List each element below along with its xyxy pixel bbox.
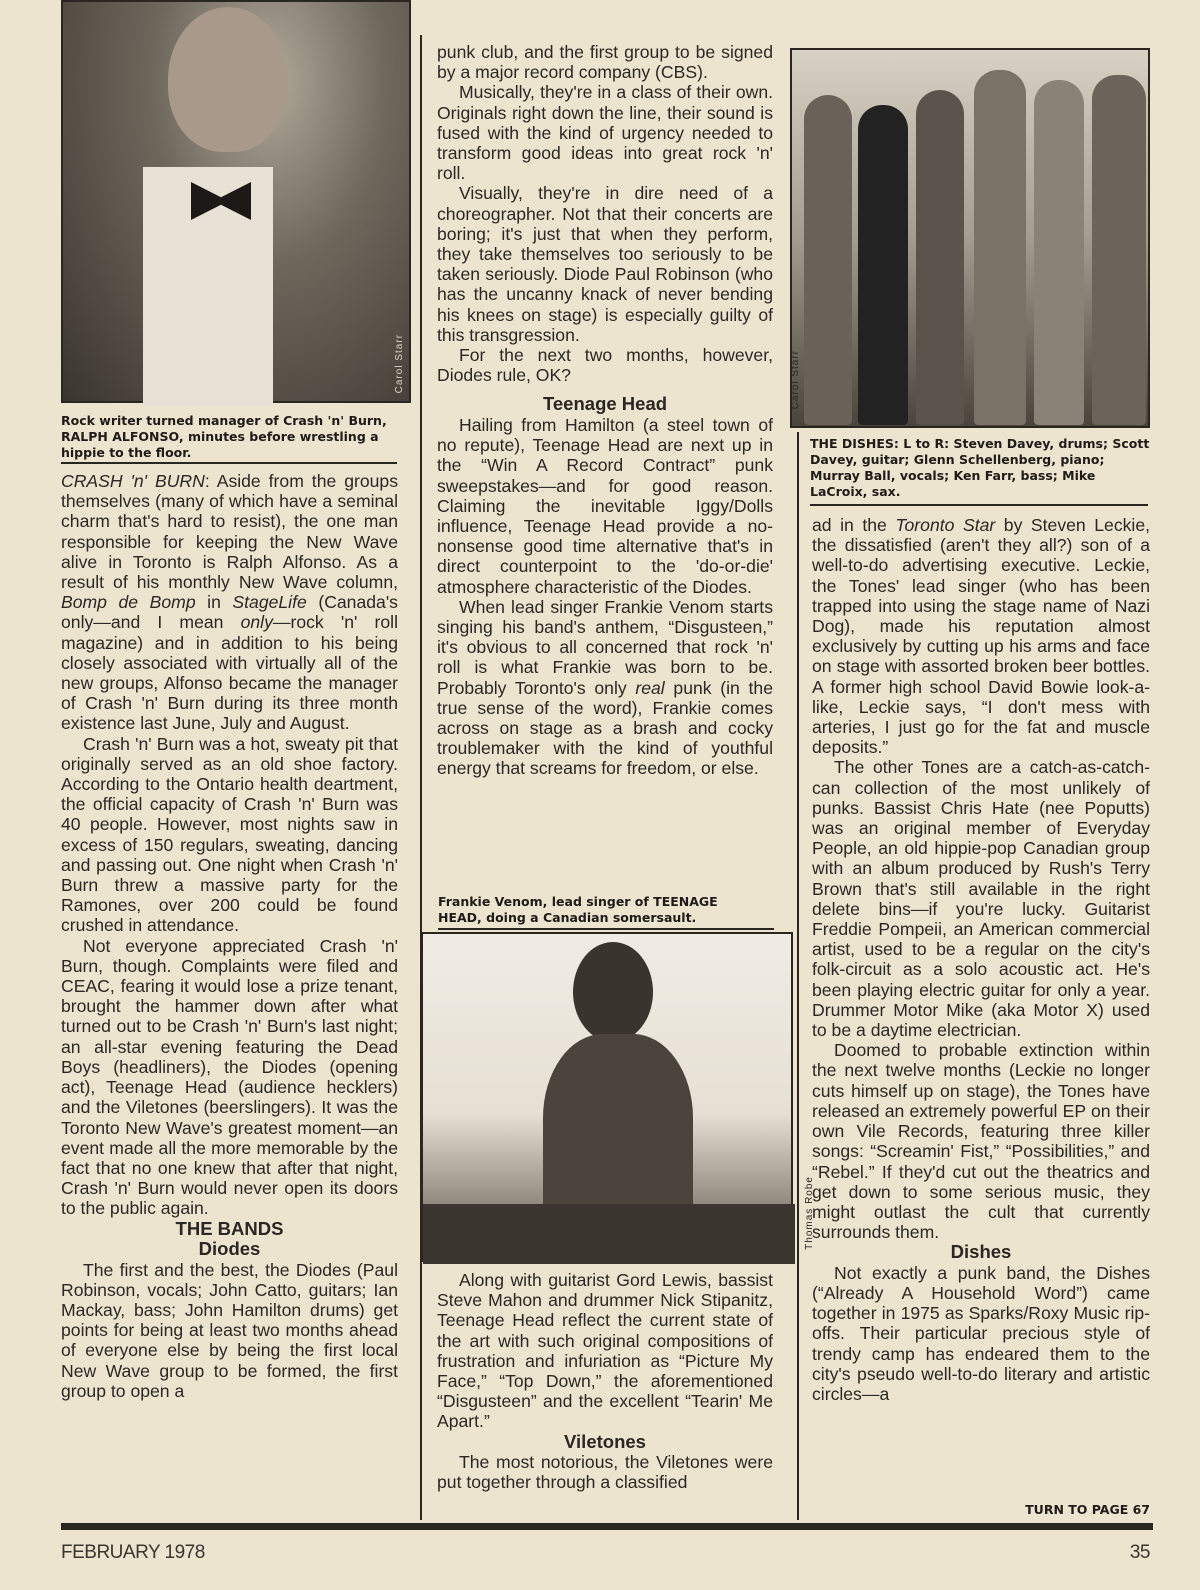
paragraph: CRASH 'n' BURN: Aside from the groups themselves (many of which have a seminal charm that's hard to resist), the one man responsible for keeping the New Wave alive in Toronto is Ralph Alfonso. As a result of his monthly New Wave column, Bomp de Bomp in StageLife (Canada's only—and I mean only—rock 'n' roll magazine) and in addition to his being closely associated with virtually all of the new groups, Alfonso became the manager of Crash 'n' Burn during its three month existence last June, July and August. [61,471,399,734]
caption-rule [810,504,1148,506]
paragraph: The other Tones are a catch-as-catch-can collection of the most unlikely of punks. Bassist Chris Hate (nee Poputts) was an original member of Everyday People, an old hippie-pop Canadian group with an album produced by Rush's Terry Brown that's still available in the right delete bins—if you're lucky. Guitarist Freddie Pompeii, an American commercial artist, used to be a regular on the city's folk-circuit as a solo acoustic act. He's been playing electric guitar for only a year. Drummer Motor Mike (aka Motor X) used to be a daytime electrician. [812,757,1150,1041]
caption-rule [61,462,397,464]
dishes-caption: THE DISHES: L to R: Steven Davey, drums; Scott Davey, guitar; Glenn Schellenberg, piano; Murray Ball, vocals; Ken Farr, bass; Mike LaCroix, sax. [810,436,1150,499]
ralph-alfonso-photo [61,0,411,403]
caption-rule [438,928,774,930]
paragraph: Doomed to probable extinction within the next twelve months (Leckie no longer cuts himself up on stage), the Tones have released an extremely powerful EP on their own Vile Records, featuring three killer songs: “Screamin' Fist,” “Possibilities,” and “Rebel.” If they'd cut out the theatrics and get down to some serious music, they might outlast the cult that currently surrounds them. [812,1040,1150,1243]
band-member-shape [804,95,852,425]
paragraph: Along with guitarist Gord Lewis, bassist Steve Mahon and drummer Nick Stipanitz, Teenage Head reflect the current state of the art with such original compositions of frustration and infuriation as “Picture My Face,” “Top Down,” the aforementioned “Disgusteen” and the excellent “Tearin' Me Apart.” [437,1270,773,1432]
paragraph: The first and the best, the Diodes (Paul Robinson, vocals; John Catto, guitars; Ian Mackay, bass; John Hamilton drums) get points for being at least two months ahead of everyone else by being the first local New Wave group to be formed, the first group to open a [61,1259,398,1401]
band-member-shape [974,70,1026,425]
section-heading: Diodes [198,1238,261,1260]
paragraph: When lead singer Frankie Venom starts singing his band's anthem, “Disgusteen,” it's obvious to all concerned that rock 'n' roll is what Frankie was born to be. Probably Toronto's only real punk (in the true sense of the word), Frankie comes across on stage as a brash and cocky troublemaker with the kind of youthful energy that screams for freedom, or else. [437,596,773,779]
portrait-head-shape [573,942,653,1042]
paragraph: punk club, and the first group to be signed by a major record company (CBS). [437,42,773,83]
paragraph: Crash 'n' Burn was a hot, sweaty pit that originally served as an old shoe factory. According to the Ontario health deartment, the official capacity of Crash 'n' Burn was 40 people. However, most nights saw in excess of 150 regulars, sweating, dancing and passing out. One night when Crash 'n' Burn threw a massive party for the Ramones, over 200 could be found crushed in attendance. [61,733,398,936]
band-member-shape [1034,80,1084,425]
article-column-2a [437,42,773,779]
column-divider [797,432,799,1520]
band-member-shape [1092,75,1146,425]
continue-notice: TURN TO PAGE 67 [1025,1502,1150,1517]
page-number: 35 [1129,1542,1150,1563]
paragraph: For the next two months, however, Diodes rule, OK? [437,345,773,386]
photo-credit: Carol Starr [394,333,405,393]
bottom-rule [61,1523,1153,1530]
article-column-1 [61,471,398,1401]
section-lead: CRASH 'n' BURN [61,471,205,491]
column-divider [420,35,422,1520]
photo-credit: Carol Starr [790,350,801,410]
paragraph: Musically, they're in a class of their own. Originals right down the line, their sound is fused with the kind of urgency needed to transform good ideas into great rock 'n' roll. [437,82,773,184]
frankie-venom-photo [421,932,815,1262]
band-member-shape [916,90,964,425]
paragraph: Hailing from Hamilton (a steel town of no repute), Teenage Head are next up in the “Win A Record Contract” punk sweepstakes—and for good reason. Claiming the inevitable Iggy/Dolls influence, Teenage Head provide a no-nonsense good time alternative that's in direct counterpoint to the 'do-or-die' atmosphere characteristic of the Diodes. [437,414,773,597]
alfonso-caption: Rock writer turned manager of Crash 'n' Burn, RALPH ALFONSO, minutes before wrestling a hippie to the floor. [61,413,387,460]
the-dishes-photo [790,48,1150,428]
photo-credit: Thomas Robe [804,1176,815,1250]
article-column-2b [437,1270,773,1493]
portrait-head-shape [168,7,288,152]
band-member-shape [858,105,908,425]
paragraph: Not everyone appreciated Crash 'n' Burn, though. Complaints were filed and CEAC, fearing it would lose a prize tenant, brought the hammer down after what turned out to be Crash 'n' Burn's last night; an all-star evening featuring the Dead Boys (headliners), the Diodes (opening act), Teenage Head (audience hecklers) and the Viletones (beerslingers). It was the Toronto New Wave's greatest moment—an event made all the more memorable by the fact that no one knew that after that night, Crash 'n' Burn would never open its doors to the public again. [61,935,398,1219]
paragraph: The most notorious, the Viletones were put together through a classified [437,1452,773,1493]
section-heading: Viletones [564,1430,646,1452]
section-heading: Teenage Head [542,393,668,415]
issue-date: FEBRUARY 1978 [61,1542,205,1563]
section-heading: Dishes [950,1241,1012,1263]
venom-caption: Frankie Venom, lead singer of TEENAGE HEAD, doing a Canadian somersault. [438,894,718,925]
paragraph: Visually, they're in dire need of a choreographer. Not that their concerts are boring; it's just that when they perform, they take themselves too seriously to be taken seriously. Diode Paul Robinson (who has the uncanny knack of never bending his knees on stage) is especially guilty of this transgression. [437,183,773,345]
article-column-3 [812,515,1150,1404]
floor-shape [423,1204,795,1264]
section-heading: THE BANDS [175,1217,284,1239]
paragraph: Not exactly a punk band, the Dishes (“Already A Household Word”) came together in 1975 as Sparks/Roxy Music rip-offs. Their particular precious style of trendy camp has endeared them to the city's pseudo well-to-do literary and artistic circles—a [812,1262,1150,1405]
paragraph: ad in the Toronto Star by Steven Leckie, the dissatisfied (aren't they all?) son of a well-to-do advertising executive. Leckie, the Tones' lead singer (who has been trapped into using the stage name of Nazi Dog), made his reputation almost exclusively by cutting up his arms and face on stage with assorted broken beer bottles. A former high school David Bowie look-a-like, Leckie says, “I don't mess with arteries, I just go for the fat and muscle deposits.” [812,515,1150,758]
